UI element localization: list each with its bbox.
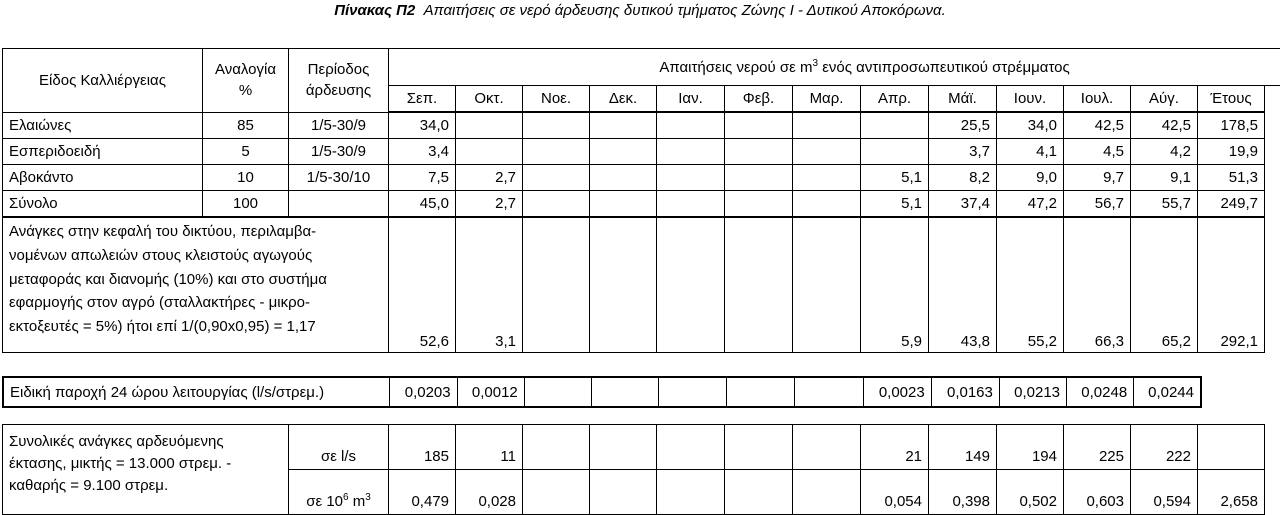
value-cell: 8,2 — [929, 165, 997, 191]
value-cell: 3,7 — [929, 139, 997, 165]
m3-value: 0,054 — [861, 470, 929, 515]
header-ratio-unit: % — [238, 82, 253, 100]
value-cell — [523, 139, 590, 165]
m3-value — [590, 470, 657, 515]
needs-value: 3,1 — [456, 217, 523, 353]
specific-value: 0,0023 — [863, 377, 931, 407]
value-cell: 42,5 — [1064, 112, 1131, 139]
header-group-tail: ενός αντιπροσωπευτικού στρέμματος — [822, 59, 1070, 76]
value-cell — [657, 191, 725, 218]
needs-line-3: μεταφοράς και διανομής (10%) και στο συστήμα — [9, 270, 327, 288]
ls-label: σε l/s — [289, 425, 389, 470]
value-cell — [657, 112, 725, 139]
needs-value: 55,2 — [997, 217, 1064, 353]
value-cell: 7,5 — [389, 165, 456, 191]
needs-label — [3, 217, 389, 353]
value-cell: 56,7 — [1064, 191, 1131, 218]
value-cell: 9,7 — [1064, 165, 1131, 191]
m3-label — [289, 470, 389, 515]
m3-value: 2,658 — [1198, 470, 1265, 515]
specific-value — [524, 377, 591, 407]
header-ratio-label: Αναλογία — [214, 61, 277, 79]
header-group-sup: 3 — [812, 58, 819, 69]
specific-value: 0,0203 — [390, 377, 457, 407]
value-cell: 51,3 — [1198, 165, 1265, 191]
m3-value — [793, 470, 861, 515]
value-cell — [590, 112, 657, 139]
needs-value — [725, 217, 793, 353]
month-header: Δεκ. — [590, 86, 657, 113]
specific-value — [727, 377, 795, 407]
value-cell — [523, 112, 590, 139]
crop-period: 1/5-30/10 — [289, 165, 389, 191]
value-cell: 42,5 — [1131, 112, 1198, 139]
value-cell: 4,2 — [1131, 139, 1198, 165]
crop-ratio: 10 — [203, 165, 289, 191]
value-cell — [456, 112, 523, 139]
value-cell: 47,2 — [997, 191, 1064, 218]
ls-value — [523, 425, 590, 470]
main-table — [2, 48, 1280, 353]
month-header: Μάϊ. — [929, 86, 997, 113]
ls-value: 149 — [929, 425, 997, 470]
m3-value: 0,502 — [997, 470, 1064, 515]
value-cell: 25,5 — [929, 112, 997, 139]
specific-value — [795, 377, 863, 407]
ls-value: 185 — [389, 425, 456, 470]
crop-ratio: 5 — [203, 139, 289, 165]
month-header: Έτους — [1198, 86, 1265, 113]
crop-name: Αβοκάντο — [3, 165, 203, 191]
header-ratio — [203, 49, 289, 113]
table-caption — [0, 0, 1280, 24]
value-cell — [590, 165, 657, 191]
value-cell: 37,4 — [929, 191, 997, 218]
needs-value: 66,3 — [1064, 217, 1131, 353]
needs-value — [793, 217, 861, 353]
caption-text: Απαιτήσεις σε νερό άρδευσης δυτικού τμήματος Ζώνης Ι - Δυτικού Αποκόρωνα. — [423, 2, 946, 19]
value-cell: 19,9 — [1198, 139, 1265, 165]
specific-value: 0,0213 — [999, 377, 1066, 407]
ls-value: 11 — [456, 425, 523, 470]
value-cell — [793, 191, 861, 218]
month-header: Σεπ. — [389, 86, 456, 113]
total-label — [3, 425, 289, 515]
value-cell: 55,7 — [1131, 191, 1198, 218]
ls-value — [725, 425, 793, 470]
value-cell: 9,1 — [1131, 165, 1198, 191]
data-rows — [3, 112, 1280, 217]
specific-row — [3, 377, 1201, 407]
total-line-3: καθαρής = 9.100 στρεμ. — [9, 477, 169, 494]
ls-value: 21 — [861, 425, 929, 470]
value-cell — [523, 191, 590, 218]
month-header: Μαρ. — [793, 86, 861, 113]
month-header: Αύγ. — [1131, 86, 1198, 113]
value-cell: 5,1 — [861, 165, 929, 191]
m3-value — [657, 470, 725, 515]
crop-period: 1/5-30/9 — [289, 112, 389, 139]
month-header: Ιουλ. — [1064, 86, 1131, 113]
needs-value — [657, 217, 725, 353]
value-cell — [793, 112, 861, 139]
ls-value: 194 — [997, 425, 1064, 470]
header-crop: Είδος Καλλιέργειας — [3, 49, 203, 113]
value-cell: 5,1 — [861, 191, 929, 218]
m3-label-unit: m — [352, 493, 366, 510]
m3-value — [523, 470, 590, 515]
total-line-1: Συνολικές ανάγκες αρδευόμενης — [9, 433, 224, 450]
table-row — [3, 191, 1280, 218]
value-cell: 2,7 — [456, 165, 523, 191]
needs-row — [3, 217, 1280, 353]
needs-line-2: νομένων απωλειών στους κλειστούς αγωγούς — [9, 246, 313, 264]
total-line-2: έκτασης, μικτής = 13.000 στρεμ. - — [9, 455, 232, 472]
needs-value: 52,6 — [389, 217, 456, 353]
specific-value — [659, 377, 727, 407]
month-header: Απρ. — [861, 86, 929, 113]
month-header: Ιουν. — [997, 86, 1064, 113]
value-cell — [793, 139, 861, 165]
value-cell — [725, 139, 793, 165]
header-group-text: Απαιτήσεις νερού σε m — [659, 59, 813, 76]
table-row — [3, 139, 1280, 165]
value-cell — [657, 165, 725, 191]
crop-name: Σύνολο — [3, 191, 203, 218]
m3-value: 0,028 — [456, 470, 523, 515]
value-cell: 4,1 — [997, 139, 1064, 165]
needs-line-5: εκτοξευτές = 5%) ήτοι επί 1/(0,90x0,95) = 1,17 — [9, 318, 316, 336]
ls-value — [657, 425, 725, 470]
value-cell — [456, 139, 523, 165]
ls-value — [590, 425, 657, 470]
value-cell: 2,7 — [456, 191, 523, 218]
value-cell — [861, 112, 929, 139]
specific-value — [591, 377, 658, 407]
m3-value: 0,398 — [929, 470, 997, 515]
value-cell — [657, 139, 725, 165]
crop-period: 1/5-30/9 — [289, 139, 389, 165]
value-cell: 34,0 — [997, 112, 1064, 139]
value-cell: 178,5 — [1198, 112, 1265, 139]
ls-value: 222 — [1131, 425, 1198, 470]
table-row — [3, 112, 1280, 139]
specific-value: 0,0244 — [1134, 377, 1201, 407]
m3-label-text: σε 10 — [306, 493, 343, 510]
month-header: Φεβ. — [725, 86, 793, 113]
value-cell — [590, 139, 657, 165]
needs-line-1: Ανάγκες στην κεφαλή του δικτύου, περιλαμβα- — [9, 223, 317, 240]
month-header: Οκτ. — [456, 86, 523, 113]
needs-value: 292,1 — [1198, 217, 1265, 353]
value-cell — [590, 191, 657, 218]
value-cell — [725, 112, 793, 139]
table-row — [3, 165, 1280, 191]
value-cell — [793, 165, 861, 191]
value-cell: 45,0 — [389, 191, 456, 218]
specific-value: 0,0248 — [1067, 377, 1134, 407]
value-cell: 34,0 — [389, 112, 456, 139]
needs-line-4: εφαρμογής στον αγρό (σταλλακτήρες - μικρο- — [9, 294, 311, 312]
header-period-label: Περίοδος — [307, 61, 370, 79]
needs-value: 43,8 — [929, 217, 997, 353]
value-cell — [523, 165, 590, 191]
month-header: Νοε. — [523, 86, 590, 113]
value-cell: 4,5 — [1064, 139, 1131, 165]
specific-label: Ειδική παροχή 24 ώρου λειτουργίας (l/s/στρεμ.) — [3, 377, 390, 407]
value-cell: 3,4 — [389, 139, 456, 165]
value-cell — [861, 139, 929, 165]
needs-value: 5,9 — [861, 217, 929, 353]
crop-name: Ελαιώνες — [3, 112, 203, 139]
needs-value — [590, 217, 657, 353]
header-group — [389, 49, 1280, 86]
totals-table — [2, 424, 1280, 515]
month-header: Ιαν. — [657, 86, 725, 113]
specific-table — [2, 376, 1202, 408]
header-period-label2: άρδευσης — [305, 82, 372, 100]
needs-value: 65,2 — [1131, 217, 1198, 353]
crop-period — [289, 191, 389, 218]
value-cell: 9,0 — [997, 165, 1064, 191]
ls-value — [793, 425, 861, 470]
ls-value: 225 — [1064, 425, 1131, 470]
specific-value: 0,0012 — [457, 377, 524, 407]
value-cell — [725, 191, 793, 218]
m3-label-sup: 6 — [343, 492, 349, 503]
m3-value: 0,603 — [1064, 470, 1131, 515]
m3-value: 0,479 — [389, 470, 456, 515]
needs-value — [523, 217, 590, 353]
ls-row — [3, 425, 1280, 470]
header-period — [289, 49, 389, 113]
crop-ratio: 85 — [203, 112, 289, 139]
m3-label-unit-sup: 3 — [365, 492, 371, 503]
crop-name: Εσπεριδοειδή — [3, 139, 203, 165]
value-cell: 249,7 — [1198, 191, 1265, 218]
caption-label: Πίνακας Π2 — [334, 2, 416, 19]
m3-value: 0,594 — [1131, 470, 1198, 515]
specific-value: 0,0163 — [931, 377, 999, 407]
crop-ratio: 100 — [203, 191, 289, 218]
value-cell — [725, 165, 793, 191]
ls-value — [1198, 425, 1265, 470]
m3-value — [725, 470, 793, 515]
